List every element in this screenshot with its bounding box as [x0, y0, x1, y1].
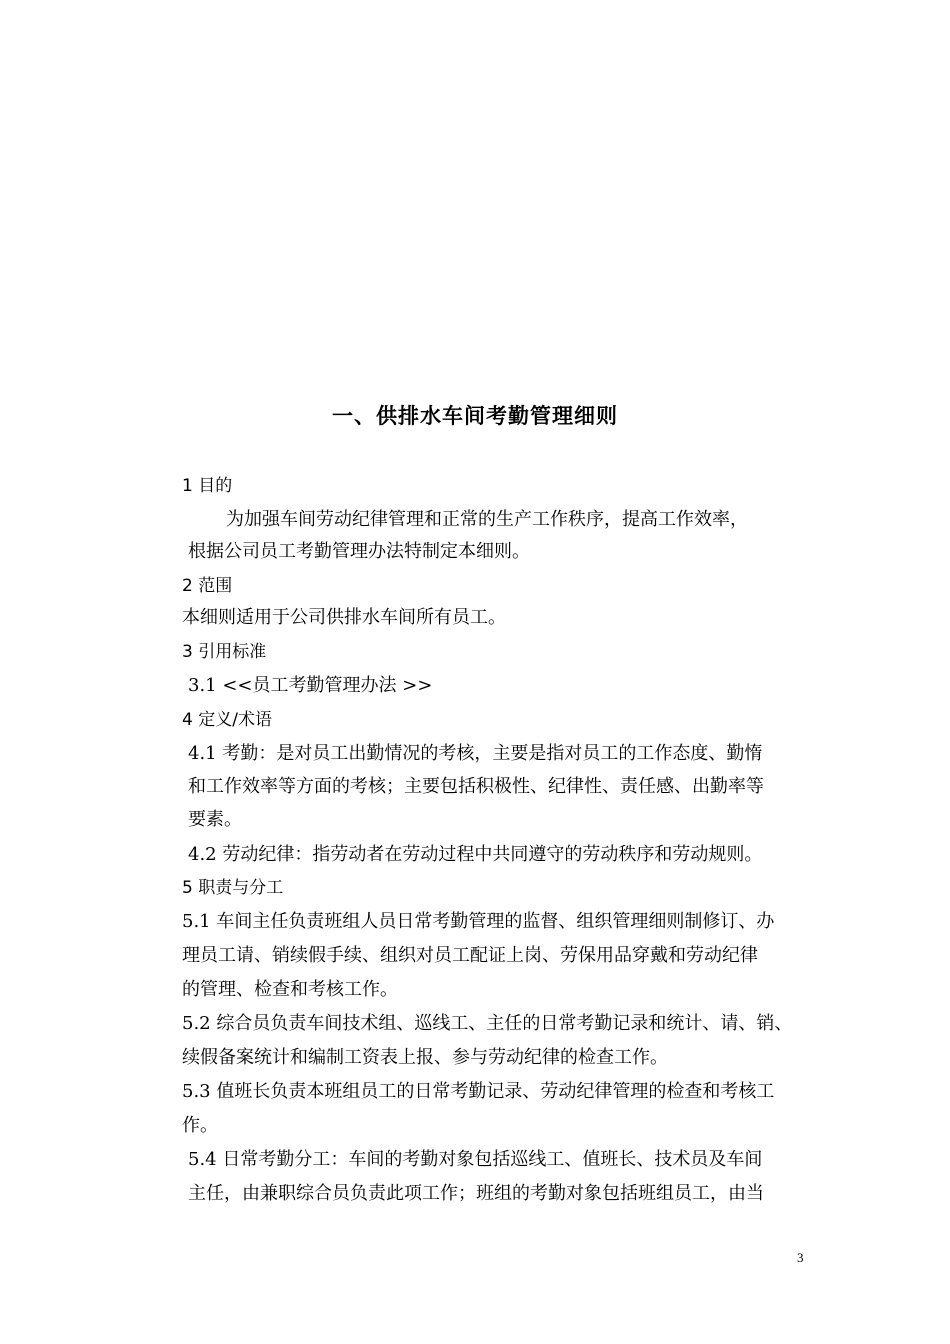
section-4-1-line-3: 要素。: [188, 809, 242, 830]
section-5-4-line-2: 主任，由兼职综合员负责此项工作；班组的考勤对象包括班组员工，由当: [188, 1183, 764, 1204]
section-4-1-line-1: 4.1 考勤：是对员工出勤情况的考核，主要是指对员工的工作态度、勤惰: [188, 743, 763, 764]
section-5-4-line-1: 5.4 日常考勤分工：车间的考勤对象包括巡线工、值班长、技术员及车间: [188, 1149, 763, 1170]
section-4-2-item: 4.2 劳动纪律：指劳动者在劳动过程中共同遵守的劳动秩序和劳动规则。: [188, 844, 763, 865]
section-5-2-line-2: 续假备案统计和编制工资表上报、参与劳动纪律的检查工作。: [182, 1047, 668, 1068]
section-5-2-line-1: 5.2 综合员负责车间技术组、巡线工、主任的日常考勤记录和统计、请、销、: [182, 1013, 793, 1034]
section-1-paragraph-line-2: 根据公司员工考勤管理办法特制定本细则。: [188, 541, 530, 562]
document-title: 一、供排水车间考勤管理细则: [332, 404, 618, 428]
section-5-heading: 5 职责与分工: [182, 878, 284, 898]
section-4-1-line-2: 和工作效率等方面的考核；主要包括积极性、纪律性、责任感、出勤率等: [188, 776, 764, 797]
section-2-paragraph: 本细则适用于公司供排水车间所有员工。: [182, 607, 506, 628]
section-5-1-line-3: 的管理、检查和考核工作。: [182, 979, 398, 1000]
section-5-3-line-2: 作。: [182, 1115, 218, 1136]
section-2-heading: 2 范围: [182, 576, 233, 596]
section-4-heading: 4 定义/术语: [182, 710, 272, 730]
section-5-1-line-2: 理员工请、销续假手续、组织对员工配证上岗、劳保用品穿戴和劳动纪律: [182, 945, 758, 966]
page-number: 3: [797, 1250, 804, 1265]
section-5-3-line-1: 5.3 值班长负责本班组员工的日常考勤记录、劳动纪律管理的检查和考核工: [182, 1081, 775, 1102]
section-3-1-item: 3.1 <<员工考勤管理办法 >>: [188, 675, 433, 696]
section-1-paragraph-line-1: 为加强车间劳动纪律管理和正常的生产工作秩序，提高工作效率，: [226, 509, 748, 530]
section-3-heading: 3 引用标准: [182, 642, 267, 662]
section-1-heading: 1 目的: [182, 476, 233, 496]
section-5-1-line-1: 5.1 车间主任负责班组人员日常考勤管理的监督、组织管理细则制修订、办: [182, 911, 775, 932]
